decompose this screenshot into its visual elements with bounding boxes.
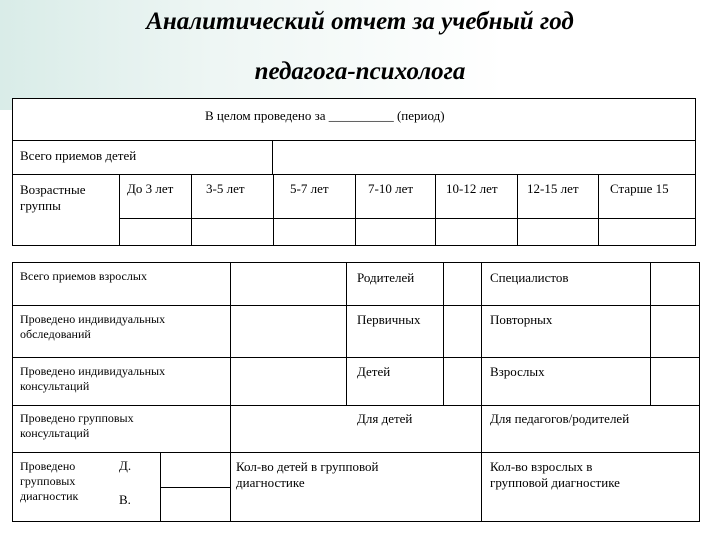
kids-label: Детей: [357, 364, 391, 379]
primary-label: Первичных: [357, 312, 421, 327]
divider: [12, 452, 700, 453]
divider: [160, 487, 230, 488]
d-label: Д.: [119, 458, 132, 473]
individual-consult-label: Проведено индивидуальных консультаций: [20, 364, 166, 393]
individual-exams-label: Проведено индивидуальных обследований: [20, 312, 166, 341]
kids-count-label: Кол-во детей в групповой диагностике: [236, 459, 379, 490]
repeat-label: Повторных: [490, 312, 553, 327]
age-header: 3-5 лет: [206, 181, 245, 196]
period-text: В целом проведено за __________ (период): [205, 108, 445, 123]
total-children-label: Всего приемов детей: [20, 148, 137, 163]
adults-count-label: Кол-во взрослых в групповой диагностике: [490, 459, 620, 490]
page-subtitle: педагога-психолога: [254, 58, 466, 85]
group-diag-label: Проведено групповых диагностик: [20, 459, 79, 503]
divider: [191, 174, 192, 246]
age-header: 12-15 лет: [527, 181, 579, 196]
adults-total-label: Всего приемов взрослых: [20, 269, 147, 283]
divider: [346, 262, 347, 405]
age-header: До 3 лет: [127, 181, 174, 196]
parents-label: Родителей: [357, 270, 415, 285]
age-header: 7-10 лет: [368, 181, 414, 196]
divider: [355, 174, 356, 246]
age-header: 10-12 лет: [446, 181, 498, 196]
divider: [272, 140, 273, 174]
divider: [435, 174, 436, 246]
divider: [443, 262, 444, 405]
age-header: 5-7 лет: [290, 181, 329, 196]
specialists-label: Специалистов: [490, 270, 569, 285]
for-kids-label: Для детей: [357, 411, 413, 426]
group-consult-label: Проведено групповых консультаций: [20, 411, 134, 440]
divider: [230, 262, 231, 522]
divider: [12, 305, 700, 306]
divider: [119, 174, 120, 246]
divider: [273, 174, 274, 246]
divider: [12, 357, 700, 358]
divider: [481, 262, 482, 522]
divider: [12, 140, 696, 141]
v-label: В.: [119, 492, 131, 507]
divider: [650, 262, 651, 405]
divider: [598, 174, 599, 246]
divider: [517, 174, 518, 246]
age-header: Старше 15: [610, 181, 669, 196]
divider: [119, 218, 696, 219]
divider: [12, 405, 700, 406]
age-groups-label: Возрастные группы: [20, 182, 86, 213]
for-teachers-label: Для педагогов/родителей: [490, 411, 630, 426]
divider: [12, 174, 696, 175]
page-title: Аналитический отчет за учебный год: [146, 8, 574, 35]
adults-label: Взрослых: [490, 364, 545, 379]
